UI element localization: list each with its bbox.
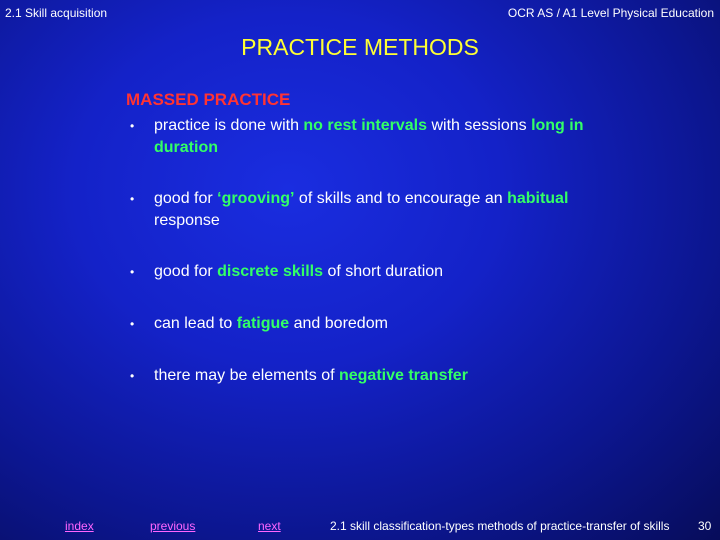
highlight-text: discrete skills: [217, 263, 323, 280]
index-link[interactable]: index: [65, 519, 94, 533]
bullet-text-part: practice is done with: [154, 117, 304, 134]
highlight-text: habitual: [507, 190, 569, 207]
bullet-icon: •: [130, 119, 135, 133]
bullet-text: [154, 261, 594, 283]
bullet-text-part: response: [154, 212, 220, 229]
bullet-text-part: can lead to: [154, 315, 237, 332]
bullet-icon: •: [130, 317, 135, 331]
highlight-text: long in duration: [154, 117, 584, 156]
bullet-text-part: with sessions: [427, 117, 532, 134]
highlight-text: ‘grooving’: [217, 190, 295, 207]
bullet-icon: •: [130, 192, 135, 206]
bullet-text: [154, 313, 594, 335]
page-title: PRACTICE METHODS: [241, 34, 479, 60]
header-left: 2.1 Skill acquisition: [5, 6, 108, 20]
highlight-text: negative transfer: [338, 367, 468, 384]
next-link[interactable]: next: [258, 519, 281, 533]
highlight-text: no rest intervals: [303, 117, 428, 134]
bullet-text-part: there may be elements of: [154, 367, 339, 384]
bullet-text: [154, 365, 594, 387]
footer-caption: 2.1 skill classification-types methods of practice-transfer of skills: [330, 519, 670, 533]
bullet-text: [154, 115, 594, 159]
bullet-text-part: and boredom: [289, 315, 388, 332]
page-number: 30: [698, 519, 712, 533]
bullet-text-part: good for: [154, 263, 218, 280]
highlight-text: fatigue: [236, 315, 290, 332]
bullet-icon: •: [130, 369, 135, 383]
bullet-text-part: of skills and to encourage an: [294, 190, 508, 207]
bullet-text-part: of short duration: [323, 263, 444, 280]
section-heading: MASSED PRACTICE: [126, 90, 291, 109]
bullet-text: [154, 188, 594, 232]
bullet-icon: •: [130, 265, 135, 279]
bullet-text-part: good for: [154, 190, 218, 207]
header-right: OCR AS / A1 Level Physical Education: [507, 6, 714, 20]
previous-link[interactable]: previous: [150, 519, 196, 533]
